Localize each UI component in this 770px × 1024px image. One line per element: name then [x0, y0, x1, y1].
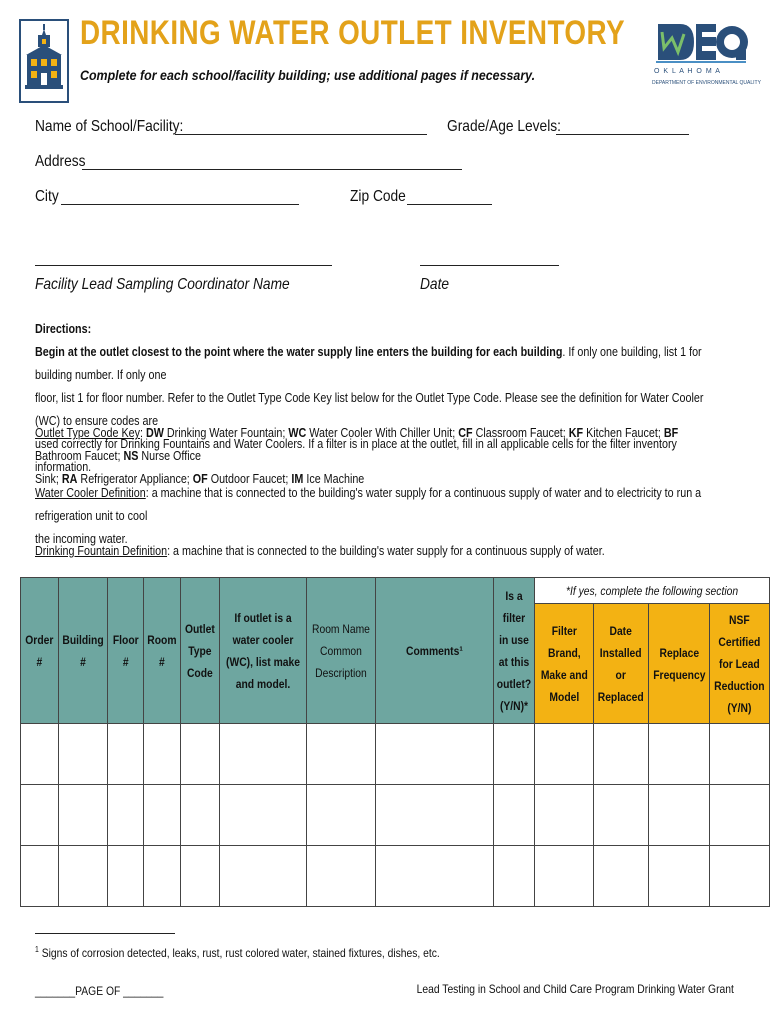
column-header-line: water cooler [232, 632, 294, 647]
footnote-divider [35, 933, 175, 934]
code-bf: BF [663, 426, 679, 440]
code-dw: DW [145, 426, 164, 440]
code-ra: RA [61, 472, 78, 486]
column-header-line: Description [314, 665, 367, 680]
table-cell[interactable] [181, 846, 220, 907]
column-header-line: Filter [551, 623, 577, 638]
directions-heading: Directions: [35, 322, 92, 336]
column-header-line: Certified [718, 634, 761, 649]
footnote-text: Signs of corrosion detected, leaks, rust, rust colored water, stained fixtures, dishes, etc. [41, 946, 440, 960]
table-cell[interactable] [594, 846, 648, 907]
column-header-line: Date [609, 623, 633, 638]
column-header-line: Order [25, 632, 54, 647]
wc-definition-text-cont: the incoming water. [35, 532, 128, 546]
directions-line1: . If only one building, list 1 for building number. If only one [35, 345, 702, 382]
table-cell[interactable] [493, 785, 534, 846]
column-header-line: filter [502, 610, 525, 625]
header-cell [648, 604, 710, 724]
header-cell [21, 578, 59, 724]
table-note-row [21, 578, 770, 604]
df-definition-label: Drinking Fountain Definition [35, 544, 168, 558]
table-cell[interactable] [594, 724, 648, 785]
header-cell [306, 578, 375, 724]
table-cell[interactable] [219, 785, 306, 846]
table-cell[interactable] [144, 785, 181, 846]
table-cell[interactable] [219, 724, 306, 785]
grant-name [365, 982, 734, 996]
column-header-line: Building [62, 632, 104, 647]
code-im-desc: Ice Machine [306, 472, 365, 486]
page-title: DRINKING WATER OUTLET INVENTORY [80, 14, 626, 52]
grade-label: Grade/Age Levels: [447, 118, 561, 135]
zip-field[interactable] [407, 204, 492, 205]
column-header-line: Brand, [547, 645, 581, 660]
table-cell[interactable] [534, 785, 594, 846]
header-cell [594, 604, 648, 724]
city-label: City [35, 188, 59, 205]
table-cell[interactable] [181, 785, 220, 846]
if-yes-note: *If yes, complete the following section [565, 583, 738, 598]
header-cell [144, 578, 181, 724]
column-header-line: outlet? [496, 676, 531, 691]
inventory-table [20, 577, 770, 907]
header-cell [219, 578, 306, 724]
table-cell[interactable] [58, 724, 107, 785]
column-header-line: (Y/N) [727, 700, 752, 715]
grant-text: Lead Testing in School and Child Care Program Drinking Water Grant [416, 982, 734, 996]
column-header-line: Make and [540, 667, 588, 682]
code-ns: NS [123, 449, 139, 463]
column-header-line: Floor [112, 632, 139, 647]
footnote [35, 945, 440, 960]
table-cell[interactable] [107, 785, 144, 846]
code-ns-desc: Nurse Office [141, 449, 201, 463]
table-cell[interactable] [710, 785, 770, 846]
column-header-line: Installed [599, 645, 642, 660]
column-header-line: or [615, 667, 627, 682]
code-kf-desc: Kitchen Faucet; [586, 426, 661, 440]
column-header-line: Replaced [597, 689, 644, 704]
header-cell [534, 604, 594, 724]
column-header-line: (WC), list make [225, 654, 300, 669]
code-key-label: Outlet Type Code Key [35, 426, 140, 440]
table-cell[interactable] [306, 724, 375, 785]
table-cell[interactable] [648, 724, 710, 785]
table-cell[interactable] [375, 846, 493, 907]
grade-field[interactable] [556, 134, 689, 135]
table-cell[interactable] [219, 846, 306, 907]
column-header-line: Outlet [185, 621, 215, 636]
table-cell[interactable] [21, 724, 59, 785]
table-cell[interactable] [144, 846, 181, 907]
column-header-line: Is a [504, 588, 523, 603]
column-header-line: Code [187, 665, 213, 680]
column-header-line: Comments¹ [405, 643, 463, 658]
table-cell[interactable] [375, 785, 493, 846]
table-cell[interactable] [21, 846, 59, 907]
column-header-line: in use [498, 632, 529, 647]
column-header-line: Type [188, 643, 212, 658]
name-label: Name of School/Facility: [35, 118, 184, 135]
code-bf-desc: Bathroom Faucet; [35, 449, 121, 463]
code-dw-desc: Drinking Water Fountain; [166, 426, 286, 440]
table-cell[interactable] [107, 846, 144, 907]
table-cell[interactable] [144, 724, 181, 785]
column-header-line: Room [147, 632, 177, 647]
column-header-line: and model. [235, 676, 291, 691]
code-ns-desc-cont: Sink; [35, 472, 59, 486]
table-cell[interactable] [375, 724, 493, 785]
table-cell[interactable] [58, 846, 107, 907]
header-cell [181, 578, 220, 724]
column-header-line: # [159, 654, 166, 669]
column-header-line: Common [319, 643, 362, 658]
column-header-line: # [122, 654, 129, 669]
header-cell [710, 604, 770, 724]
code-cf-desc: Classroom Faucet; [475, 426, 566, 440]
column-header-line: NSF [729, 612, 750, 627]
code-cf: CF [458, 426, 473, 440]
column-header-line: Replace [659, 645, 699, 660]
table-cell[interactable] [107, 724, 144, 785]
address-label: Address [35, 153, 86, 170]
page-of: _______PAGE OF _______ [35, 984, 164, 998]
table-row [21, 724, 770, 785]
deq-department-text: DEPARTMENT OF ENVIRONMENTAL QUALITY [652, 80, 761, 86]
table-row [21, 785, 770, 846]
column-header-line: Model [548, 689, 579, 704]
if-yes-note-cell [534, 578, 769, 604]
table-row [21, 846, 770, 907]
zip-label: Zip Code [350, 188, 406, 205]
deq-logo [650, 18, 761, 96]
column-header-line: Room Name [311, 621, 370, 636]
header-cell [107, 578, 144, 724]
column-header-line: If outlet is a [234, 610, 292, 625]
table-cell[interactable] [710, 724, 770, 785]
column-header-line: # [36, 654, 43, 669]
table-cell[interactable] [534, 724, 594, 785]
date-label: Date [420, 276, 450, 293]
page-subtitle: Complete for each school/facility building; use additional pages if necessary. [80, 68, 536, 83]
code-of: OF [192, 472, 208, 486]
table-cell[interactable] [306, 846, 375, 907]
code-wc-desc: Water Cooler With Chiller Unit; [309, 426, 456, 440]
city-field[interactable] [61, 204, 299, 205]
table-cell[interactable] [58, 785, 107, 846]
coordinator-label: Facility Lead Sampling Coordinator Name [35, 276, 290, 293]
table-cell[interactable] [710, 846, 770, 907]
table-cell[interactable] [534, 846, 594, 907]
column-header-line: Reduction [714, 678, 765, 693]
deq-state-text: O K L A H O M A [654, 68, 721, 75]
wc-definition-label: Water Cooler Definition [35, 486, 146, 500]
table-cell[interactable] [648, 846, 710, 907]
column-header-line: # [79, 654, 86, 669]
coordinator-field[interactable] [35, 265, 332, 266]
wc-definition-text: : a machine that is connected to the building's water supply for a continuous supply of water and to electricity to run a refrigeration unit to cool [35, 486, 702, 523]
table-cell[interactable] [594, 785, 648, 846]
header-cell [375, 578, 493, 724]
table-cell[interactable] [648, 785, 710, 846]
column-header-line: Frequency [652, 667, 706, 682]
table-cell[interactable] [493, 724, 534, 785]
table-cell[interactable] [306, 785, 375, 846]
df-definition-text: : a machine that is connected to the building's water supply for a continuous supply of water. [167, 544, 605, 558]
code-key-block: Outlet Type Code Key: DW Drinking Water Fountain; WC Water Cooler With Chiller Unit; CF Classroom Faucet; KF Kitchen Faucet; BF Bathroom Faucet; NS Nurse Office Sink; RA Refrigerator Appliance; OF Outdoor Faucet; IM Ice Machine [35, 426, 679, 486]
code-im: IM [291, 472, 304, 486]
date-field[interactable] [420, 265, 559, 266]
table-cell[interactable] [493, 846, 534, 907]
table-cell[interactable] [181, 724, 220, 785]
column-header-line: for Lead [719, 656, 760, 671]
drinking-fountain-definition [35, 540, 723, 563]
directions-line3: used correctly for Drinking Fountains and Water Coolers. If a filter is in place at the outlet, fill in all applicable cells for the filter inventory information. [35, 437, 677, 474]
footnote-mark: 1 [35, 945, 39, 954]
directions-bold-lead: Begin at the outlet closest to the point where the water supply line enters the building for each building [35, 345, 563, 359]
code-kf: KF [568, 426, 584, 440]
header-cell [493, 578, 534, 724]
column-header-line: at this [498, 654, 529, 669]
column-header-line: (Y/N)* [499, 698, 528, 713]
table-cell[interactable] [21, 785, 59, 846]
school-building-logo [19, 19, 69, 103]
code-ra-desc: Refrigerator Appliance; [80, 472, 190, 486]
code-of-desc: Outdoor Faucet; [210, 472, 289, 486]
name-field[interactable] [175, 134, 427, 135]
code-wc: WC [288, 426, 307, 440]
header-cell [58, 578, 107, 724]
directions-line2: floor, list 1 for floor number. Refer to the Outlet Type Code Key list below for the Outlet Type Code. Please see the definition for Water Cooler (WC) to ensure codes are [35, 391, 704, 428]
address-field[interactable] [82, 169, 462, 170]
